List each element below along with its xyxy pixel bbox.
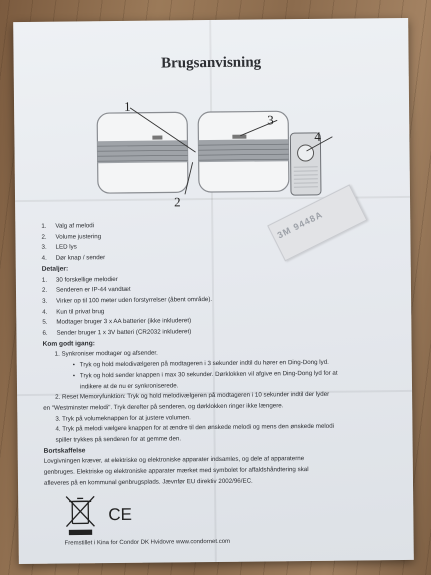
step-1-title: 1. Synkroniser modtager og afsender.	[54, 350, 158, 359]
feature-item: 2. Volume justering	[41, 232, 102, 241]
adhesive-tape-strip: 3M 9448A	[267, 184, 367, 261]
receiver-right-image	[198, 111, 289, 192]
step-2: 2. Reset Memoryfunktion: Tryk og hold melodivælgeren på modtageren i 10 sekunder indtil der lyder	[55, 391, 330, 401]
details-item: 3. Virker op til 100 meter uden forstyrrelser (åbent område).	[42, 295, 213, 305]
instructions-body	[41, 218, 389, 489]
feature-item: 1. Valg af melodi	[41, 222, 95, 230]
page-title: Brugsanvisning	[161, 54, 262, 72]
disposal-heading: Bortskaffelse	[43, 447, 86, 455]
disposal-line: genbruges. Elektriske og elektroniske apparater mærket med symbolet for affaldshåndtering skal	[43, 466, 309, 476]
details-item: 5. Modtager bruger 3 x AA batterier (ikke inkluderet)	[42, 317, 192, 327]
disposal-line: Lovgivningen kræver, at elektriske og elektroniske apparater indsamles, og dele af apparaterne	[43, 455, 305, 466]
callout-4: 4	[314, 128, 321, 144]
feature-item: 3. LED lys	[41, 243, 77, 252]
step-1-bullet: • Tryk og hold sender knappen i max 30 sekunder. Dørklokken vil afgive en Ding-Dong lyd for at	[43, 368, 388, 382]
bullet-icon: •	[72, 372, 76, 380]
disposal-line: afleveres på en kommunal genbrugsplads. Jævnfør EU direktiv 2002/96/EC.	[43, 477, 253, 487]
callout-3: 3	[267, 112, 274, 128]
bullet-icon: •	[72, 361, 75, 369]
details-item: 2. Senderen er IP-44 vandtæt	[41, 286, 131, 295]
details-heading: Detaljer:	[41, 265, 69, 273]
feature-item: 4. Dør knap / sender	[41, 254, 106, 262]
compliance-symbols	[64, 493, 144, 538]
step-4-cont: spiller trykkes på senderen for at gemme den.	[55, 435, 182, 444]
step-1-bullet: • Tryk og hold melodivælgeren på modtageren i 3 sekunder indtil du hører en Ding-Dong lyd.	[43, 357, 388, 371]
step-2-cont: en "Westminster melodi". Tryk derefter på senderen, og dørklokken ringer ikke længere.	[43, 402, 284, 412]
details-item: 1. 30 forskellige melodier	[41, 275, 118, 284]
details-item: 6. Sender bruger 1 x 3V batteri (CR2032 inkluderet)	[42, 328, 192, 337]
ce-mark-icon: CE	[108, 504, 133, 525]
instruction-sheet	[13, 18, 414, 564]
callout-1: 1	[123, 98, 131, 114]
weee-bin-icon	[66, 496, 94, 534]
step-3: 3. Tryk på volumeknappen for at justere volumen.	[55, 413, 191, 423]
step-4: 4. Tryk på melodi vælgere knappen for at ændre til den ønskede melodi og mens den ønskede melodi	[55, 423, 335, 434]
footer-text: Fremstillet i Kina for Condor DK Hvidovre www.condornet.com	[64, 538, 231, 547]
getting-started-heading: Kom godt igang:	[42, 339, 95, 348]
step-1-bullet-cont: indikere at de nu er synkroniserede.	[79, 381, 179, 390]
details-item: 4. Kun til privat brug	[42, 307, 105, 316]
receiver-left-image	[97, 112, 188, 193]
callout-2: 2	[173, 194, 181, 210]
